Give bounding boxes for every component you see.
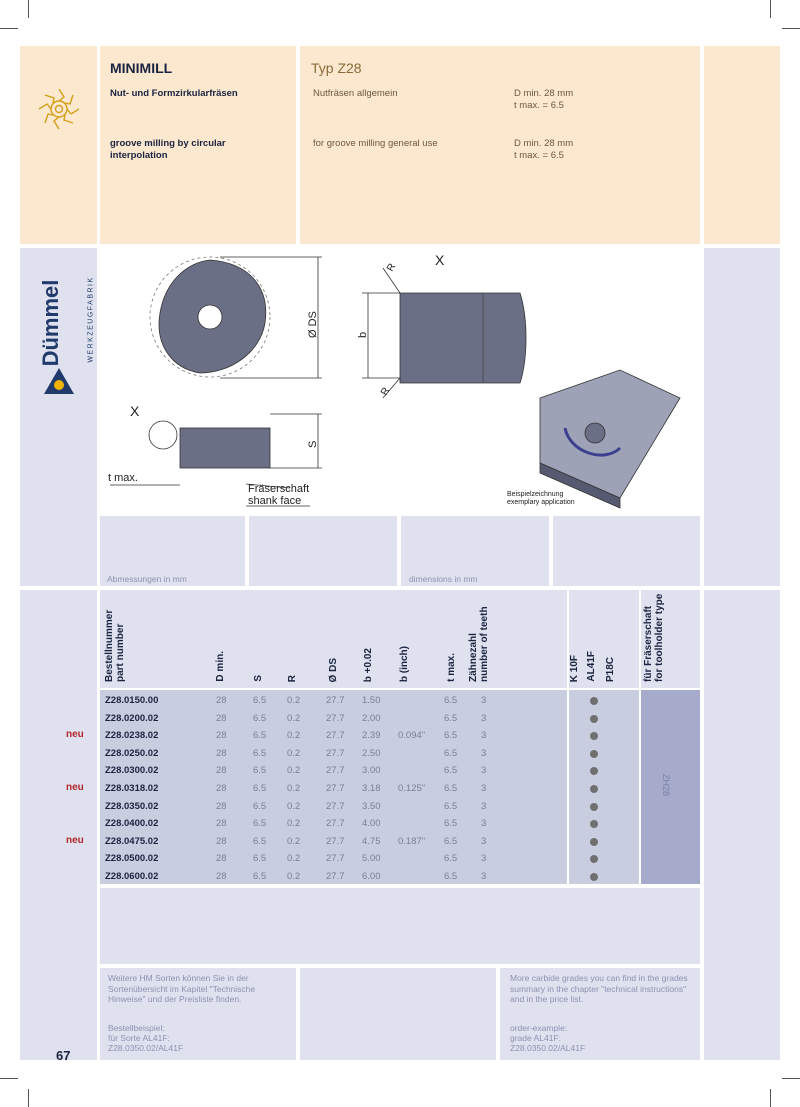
row-b: 2.00: [362, 712, 381, 724]
row-r: 0.2: [287, 818, 301, 830]
label-tmax: t max.: [108, 472, 138, 484]
row-b: 2.39: [362, 730, 381, 742]
label-example-en: exemplary application: [507, 499, 575, 506]
table-side-right: [704, 590, 780, 1060]
row-dmin: 28: [216, 747, 227, 759]
logo-cell: [20, 46, 97, 244]
row-part-number: Z28.0238.02: [105, 730, 159, 742]
row-part-number: Z28.0200.02: [105, 712, 159, 724]
row-r: 0.2: [287, 871, 301, 882]
row-r: 0.2: [287, 712, 301, 724]
row-b: 4.75: [362, 835, 381, 847]
brand-subtitle: WERKZEUGFABRIK: [87, 276, 95, 363]
new-badge: neu: [66, 834, 84, 846]
holder-value: ZH28: [661, 773, 672, 797]
table-row: [100, 710, 567, 728]
dims-cell-3: [401, 516, 549, 586]
col-k10f: K 10F: [569, 654, 580, 682]
row-s: 6.5: [253, 712, 267, 724]
dims-cell-4: [553, 516, 700, 586]
spacer-band: [100, 888, 700, 964]
row-b-inch: 0.094": [398, 730, 426, 742]
col-ds: Ø DS: [328, 657, 339, 682]
row-dmin: 28: [216, 783, 227, 794]
row-part-number: Z28.0475.02: [105, 835, 159, 847]
label-shank-en: shank face: [248, 495, 302, 507]
row-tmax: 6.5: [444, 835, 458, 847]
table-row: [100, 692, 567, 710]
table-row: [100, 780, 567, 798]
table-row: [100, 798, 567, 816]
row-tmax: 6.5: [444, 800, 458, 812]
table-row: [100, 868, 567, 886]
row-dmin: 28: [216, 712, 227, 724]
row-r: 0.2: [287, 783, 301, 794]
row-r: 0.2: [287, 747, 301, 759]
type-title: Typ Z28: [311, 60, 362, 76]
availability-dot: [590, 803, 598, 811]
holder-header: [641, 590, 700, 688]
de-tmax: t max. = 6.5: [514, 100, 564, 111]
row-r: 0.2: [287, 730, 301, 742]
de-dmin: D min. 28 mm: [514, 88, 574, 99]
footer-en: [500, 968, 700, 1060]
row-b: 1.50: [362, 695, 381, 706]
label-x-detail: X: [435, 252, 445, 268]
en-dmin: D min. 28 mm: [514, 138, 574, 149]
row-ds: 27.7: [326, 730, 345, 742]
row-dmin: 28: [216, 695, 227, 706]
row-part-number: Z28.0250.02: [105, 747, 159, 759]
row-b: 2.50: [362, 747, 381, 759]
row-tmax: 6.5: [444, 747, 458, 759]
row-dmin: 28: [216, 800, 227, 812]
row-b: 3.18: [362, 783, 381, 794]
de-use: Nutfräsen allgemein: [313, 88, 398, 99]
row-ds: 27.7: [326, 783, 345, 794]
product-name: MINIMILL: [110, 60, 173, 76]
row-ds: 27.7: [326, 712, 345, 724]
row-part-number: Z28.0350.02: [105, 800, 159, 812]
availability-dot: [590, 838, 598, 846]
row-teeth: 3: [481, 765, 487, 777]
row-ds: 27.7: [326, 800, 345, 812]
label-b: b: [357, 331, 369, 338]
label-r-top: R: [385, 261, 399, 274]
row-r: 0.2: [287, 835, 301, 847]
order-line2-en: Z28.0350.02/AL41F: [510, 1043, 586, 1053]
row-part-number: Z28.0300.02: [105, 765, 159, 777]
milling-cutter-icon: [34, 84, 84, 134]
row-ds: 27.7: [326, 747, 345, 759]
drawing-edge: [704, 248, 780, 586]
header-edge: [704, 46, 780, 244]
grade-body: [569, 690, 639, 884]
row-s: 6.5: [253, 853, 267, 865]
col-dmin: D min.: [215, 651, 226, 682]
row-teeth: 3: [481, 730, 487, 742]
table-row: [100, 833, 567, 851]
availability-dot: [590, 697, 598, 705]
row-teeth: 3: [481, 783, 487, 794]
row-s: 6.5: [253, 800, 267, 812]
order-label-de: Bestellbeispiel:: [108, 1023, 165, 1033]
row-s: 6.5: [253, 730, 267, 742]
row-ds: 27.7: [326, 818, 345, 830]
note-de: Weitere HM Sorten können Sie in der Sortenübersicht im Kapitel "Technische Hinweise" und der Preisliste finden.: [108, 973, 256, 1004]
label-x-side: X: [130, 403, 140, 419]
row-teeth: 3: [481, 695, 487, 706]
col-b: b +0.02: [363, 647, 374, 682]
row-tmax: 6.5: [444, 853, 458, 865]
row-part-number: Z28.0150.00: [105, 695, 159, 706]
row-ds: 27.7: [326, 835, 345, 847]
row-ds: 27.7: [326, 871, 345, 882]
row-part-number: Z28.0500.02: [105, 853, 159, 865]
row-part-number: Z28.0318.02: [105, 783, 159, 794]
label-r-bottom: R: [379, 385, 393, 398]
table-row: [100, 815, 567, 833]
row-b: 3.00: [362, 765, 381, 777]
label-example-de: Beispielzeichnung: [507, 491, 564, 498]
row-teeth: 3: [481, 818, 487, 830]
table-row: [100, 727, 567, 745]
col-teeth: Zähnezahl number of teeth: [468, 606, 490, 682]
en-tmax: t max. = 6.5: [514, 150, 564, 161]
row-ds: 27.7: [326, 765, 345, 777]
row-tmax: 6.5: [444, 765, 458, 777]
row-s: 6.5: [253, 871, 267, 882]
header-left: [100, 46, 296, 244]
row-teeth: 3: [481, 712, 487, 724]
availability-dot: [590, 873, 598, 881]
row-dmin: 28: [216, 765, 227, 777]
row-b: 4.00: [362, 818, 381, 830]
row-r: 0.2: [287, 765, 301, 777]
col-tmax: t max.: [446, 653, 457, 682]
row-teeth: 3: [481, 871, 487, 882]
brand-name: Dümmel: [38, 279, 63, 367]
row-b: 5.00: [362, 853, 381, 865]
footer-mid: [300, 968, 496, 1060]
en-use: for groove milling general use: [313, 138, 438, 149]
availability-dot: [590, 715, 598, 723]
en-description: groove milling by circular interpolation: [110, 138, 226, 161]
table-row: [100, 850, 567, 868]
note-en: More carbide grades you can find in the grades summary in the chapter "technical instructions" and in the price list.: [510, 973, 688, 1004]
row-ds: 27.7: [326, 853, 345, 865]
row-dmin: 28: [216, 818, 227, 830]
order-label-en: order-example:: [510, 1023, 568, 1033]
row-s: 6.5: [253, 765, 267, 777]
row-r: 0.2: [287, 695, 301, 706]
row-s: 6.5: [253, 747, 267, 759]
row-ds: 27.7: [326, 695, 345, 706]
new-badge: neu: [66, 782, 84, 793]
dims-cell-1: [100, 516, 245, 586]
order-line2-de: Z28.0350.02/AL41F: [108, 1043, 184, 1053]
col-al41f: AL41F: [586, 651, 597, 682]
col-s: S: [253, 675, 264, 682]
row-s: 6.5: [253, 783, 267, 794]
table-row: [100, 762, 567, 780]
grade-header: [569, 590, 639, 688]
label-s: S: [307, 440, 319, 448]
col-r: R: [287, 674, 298, 682]
row-b-inch: 0.187": [398, 835, 426, 847]
dims-en: dimensions in mm: [409, 574, 478, 584]
technical-drawing: [100, 248, 700, 514]
new-badge: neu: [66, 729, 84, 741]
brand-cell: [20, 248, 97, 586]
dims-de: Abmessungen in mm: [107, 574, 187, 584]
label-ds: Ø DS: [307, 311, 319, 338]
row-dmin: 28: [216, 853, 227, 865]
availability-dot: [590, 785, 598, 793]
row-teeth: 3: [481, 800, 487, 812]
holder-body: [641, 690, 700, 884]
row-dmin: 28: [216, 730, 227, 742]
brand-triangle-icon: [44, 368, 74, 394]
row-dmin: 28: [216, 871, 227, 882]
row-tmax: 6.5: [444, 818, 458, 830]
row-tmax: 6.5: [444, 712, 458, 724]
order-line1-en: grade AL41F:: [510, 1033, 562, 1043]
row-s: 6.5: [253, 818, 267, 830]
row-teeth: 3: [481, 747, 487, 759]
order-line1-de: für Sorte AL41F:: [108, 1033, 170, 1043]
row-s: 6.5: [253, 835, 267, 847]
label-shank-de: Fräserschaft: [248, 483, 310, 495]
de-description: Nut- und Formzirkularfräsen: [110, 88, 238, 99]
row-r: 0.2: [287, 853, 301, 865]
row-dmin: 28: [216, 835, 227, 847]
row-b-inch: 0.125": [398, 783, 426, 794]
row-b: 6.00: [362, 871, 381, 882]
row-part-number: Z28.0400.02: [105, 818, 159, 830]
header-right: [300, 46, 700, 244]
col-binch: b (inch): [399, 645, 410, 682]
row-teeth: 3: [481, 835, 487, 847]
col-part: Bestellnummer part number: [104, 609, 126, 682]
table-side-left: [20, 590, 97, 1060]
drawing-panel: [100, 248, 700, 514]
row-tmax: 6.5: [444, 783, 458, 794]
row-r: 0.2: [287, 800, 301, 812]
page-number: 67: [56, 1048, 71, 1063]
dims-cell-2: [249, 516, 397, 586]
footer-de: [100, 968, 296, 1060]
row-s: 6.5: [253, 695, 267, 706]
col-p18c: P18C: [605, 656, 616, 682]
row-b: 3.50: [362, 800, 381, 812]
table-row: [100, 745, 567, 763]
availability-dot: [590, 750, 598, 758]
col-holder: für Fräserschaft for toolholder type: [643, 593, 665, 682]
row-tmax: 6.5: [444, 695, 458, 706]
table-header: [100, 590, 567, 688]
row-part-number: Z28.0600.02: [105, 871, 159, 882]
row-tmax: 6.5: [444, 871, 458, 882]
row-teeth: 3: [481, 853, 487, 865]
row-tmax: 6.5: [444, 730, 458, 742]
